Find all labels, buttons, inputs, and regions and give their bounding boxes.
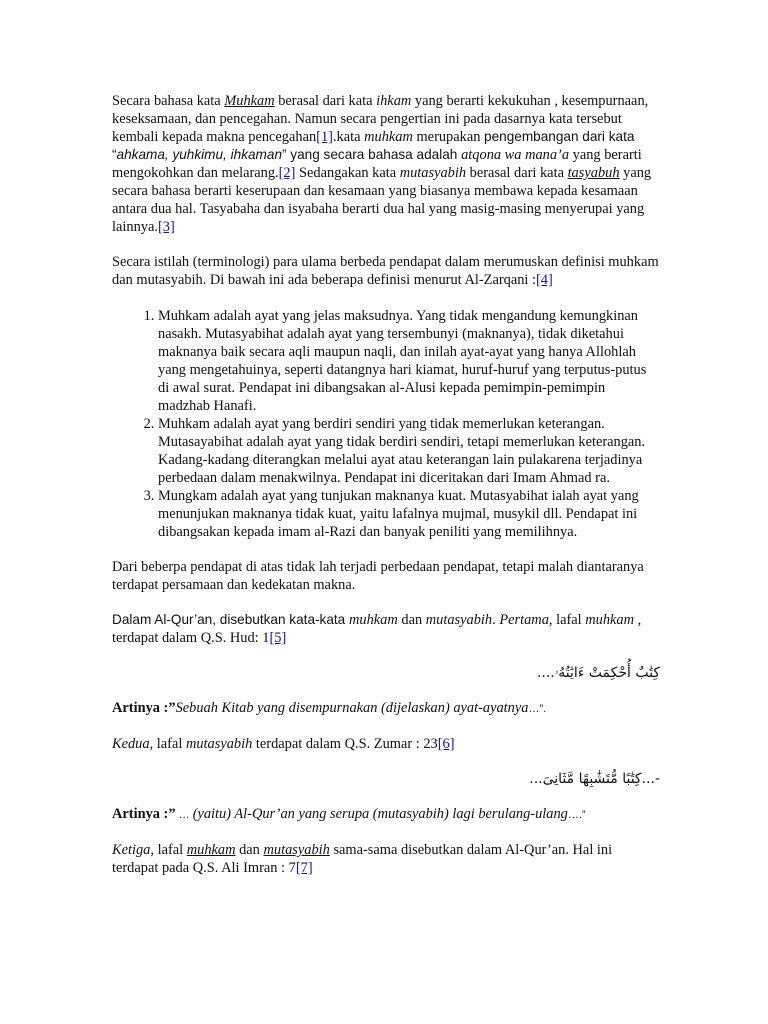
term-muhkam: muhkam [585, 612, 635, 628]
term-muhkam: muhkam [349, 612, 398, 628]
text: Sedangakan kata [295, 165, 400, 181]
term-muhkam: muhkam [186, 842, 236, 858]
term-ihkam: ihkam [376, 93, 412, 109]
term-mutasyabih: mutasyabih [425, 612, 493, 628]
arabic-verse-zumar: -...كِتَٰبًا مُّتَشَٰبِهًا مَّثَانِىَ... [529, 771, 660, 787]
paragraph-conclusion: Dari beberpa pendapat di atas tidak lah terjadi perbedaan pendapat, tetapi malah diantaranya terdapat persamaan dan kedekatan makna. [112, 559, 644, 593]
footnote-link-2[interactable]: [2] [278, 165, 296, 181]
term-kedua: Kedua [112, 736, 150, 752]
text: , lafal [150, 842, 187, 858]
term-muhkam: muhkam [364, 129, 413, 145]
footnote-link-7[interactable]: [7] [295, 860, 313, 876]
term-muhkam: Muhkam [224, 93, 275, 109]
term-mutasyabih: mutasyabih [263, 842, 330, 858]
translation-text: (yaitu) Al-Qur’an yang serupa (mutasyabih) lagi berulang-ulang [192, 806, 568, 822]
term-ahkama: ahkama, yuhkimu, ihkaman [116, 147, 282, 162]
text: yang berarti mengokohkan dan melarang. [112, 147, 642, 181]
list-item: 1. Muhkam adalah ayat yang jelas maksudnya. Yang tidak mengandung kemungkinan nasakh. Mutasyabihat adalah ayat yang tersembunyi (maknanya), tidak diketahui maknanya baik secara aqli maupun naqli, dan inilah ayat-ayat yang hanya Allohlah yang mengetahuinya, seperti datangnya hari kiamat, huruf-huruf yang terputus-putus di awal surat. Pendapat ini dibangsakan al-Alusi kepada pemimpin-pemimpin madzhab Hanafi. [158, 307, 660, 415]
text: berasal dari kata [274, 93, 377, 109]
term-pertama: Pertama [499, 612, 549, 628]
text: berasal dari kata [466, 165, 568, 181]
arabic-verse-hud: كِتَٰبٌ أُحْكِمَتْ ءَايَٰتُهُۥ.... [536, 665, 660, 681]
footnote-link-4[interactable]: [4] [536, 272, 553, 288]
ellipsis: …”. [528, 703, 547, 715]
term-tasyabuh: tasyabuh [567, 165, 620, 181]
text: pengembangan dari kata “ [112, 129, 635, 162]
list-item: 3. Mungkam adalah ayat yang tunjukan maknanya kuat. Mutasyabihat ialah ayat yang menunjukan maknanya tidak kuat, yaitu lafalnya mujmal, musykil dll. Pendapat ini dibangsakan kepada imam al-Razi dan banyak peniliti yang memilihnya. [158, 487, 660, 541]
footnote-link-6[interactable]: [6] [437, 736, 455, 752]
translation-zumar [112, 805, 660, 824]
list-item: 2. Muhkam adalah ayat yang berdiri sendiri yang tidak memerlukan keterangan. Mutasayabihat adalah ayat yang tidak berdiri sendiri, tetapi memerlukan keterangan. Kadang-kadang diterangkan melalui ayat atau keterangan lain pulakarena terjadinya perbedaan dalam menakwilnya. Pendapat ini diceritakan dari Imam Ahmad ra. [158, 415, 660, 487]
document-body [112, 92, 660, 894]
footnote-link-5[interactable]: [5] [269, 630, 287, 646]
paragraph-intro [112, 92, 660, 236]
text: dan [235, 842, 264, 858]
paragraph-ketiga [112, 841, 660, 877]
translation-text: Sebuah Kitab yang disempurnakan (dijelaskan) ayat-ayatnya [175, 700, 529, 716]
text: yang secara bahasa berarti keserupaan dan kesamaan yang biasanya membawa kepada kesamaan antara dua hal. Tasyabaha dan isyabaha berarti dua hal yang masig-masing menyerupai yang lainnya. [112, 165, 652, 235]
text: , terdapat dalam Q.S. Hud: 1 [112, 612, 642, 646]
text: , lafal [149, 736, 186, 752]
text: , lafal [548, 612, 586, 628]
ellipsis: … [175, 809, 193, 821]
text: merupakan [412, 129, 485, 145]
artinya-label: Artinya :” [112, 700, 176, 716]
text: sama-sama disebutkan dalam Al-Qur’an. Hal ini terdapat pada Q.S. Ali Imran : 7 [112, 842, 613, 876]
translation-hud [112, 699, 660, 718]
term-ketiga: Ketiga [112, 842, 151, 858]
term-mutasyabih: mutasyabih [399, 165, 467, 181]
ellipsis: ….” [567, 809, 586, 821]
text: Secara istilah (terminologi) para ulama berbeda pendapat dalam merumuskan definisi muhkam dan mutasyabih. Di bawah ini ada beberapa definisi menurut Al-Zarqani : [112, 254, 659, 288]
footnote-link-1[interactable]: [1] [316, 129, 333, 145]
text: dan [397, 612, 426, 628]
term-mutasyabih: mutasyabih [185, 736, 253, 752]
text: yang berarti kekukuhan , kesempurnaan, keseksamaan, dan pencegahan. Namun secara pengertian ini pada dasarnya kata tersebut kembali kepada makna pencegahan [112, 93, 649, 145]
paragraph-quran-mention [112, 611, 660, 647]
definition-list [112, 307, 660, 541]
text: ” yang secara bahasa adalah [282, 147, 462, 162]
text: . [492, 612, 500, 628]
text: Dalam Al-Qur’an, disebutkan kata-kata [112, 612, 350, 627]
text: .kata [332, 129, 365, 145]
text: Secara bahasa kata [112, 93, 225, 109]
term-atqona: atqona wa mana’a [461, 147, 570, 163]
artinya-label: Artinya :” [112, 806, 176, 822]
footnote-link-3[interactable]: [3] [157, 219, 175, 235]
paragraph-terminology [112, 253, 660, 289]
paragraph-kedua [112, 735, 660, 753]
text: terdapat dalam Q.S. Zumar : 23 [252, 736, 438, 752]
